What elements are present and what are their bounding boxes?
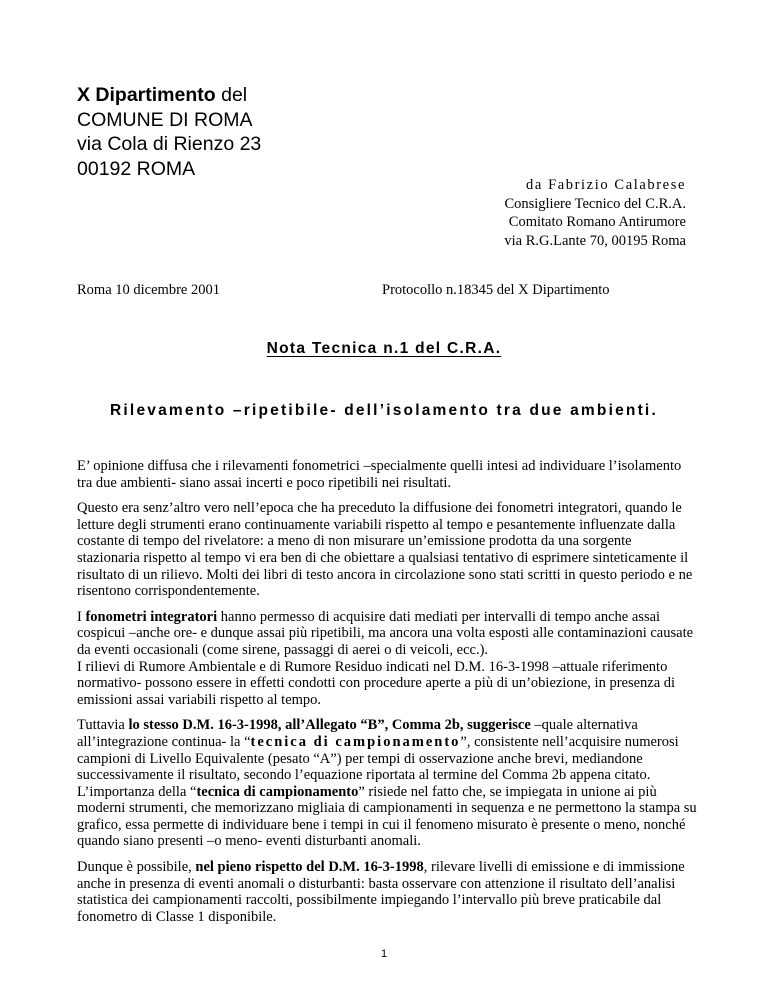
recipient-department xyxy=(77,83,261,108)
paragraph-4-text-c: ”, consistente nell’acquisire numerosi campioni di Livello Equivalente (pesato “A”) per tempi di osservazione anche brevi, mediandone successivamente il risultato, secondo l’equazione riportata al termine del Comma 2b appena citato. xyxy=(77,733,679,784)
paragraph-5-text-b: , rilevare livelli di emissione e di immissione anche in presenza di eventi anomali o disturbanti: basta osservare con attenzione il risultato dell’analisi statistica dei campionamenti raccolti, possibilmente impiegando l’intervallo più breve praticabile dal fonometro di Classe 1 disponibile. xyxy=(77,859,685,925)
paragraph-2: Questo era senz’altro vero nell’epoca che ha preceduto la diffusione dei fonometri integratori, quando le letture degli strumenti erano continuamente variabili rispetto al tempo e pesantemente influenzate dalla costante di tempo del rivelatore: a meno di non misurare un’emissione prodotta da una sorgente stazionaria rispetto al tempo vi era ben di che obiettare a qualsiasi tentativo di esprimere sinteticamente il risultato di un rilievo. Molti dei libri di testo ancora in circolazione sono stati scritti in questo periodo e ne risentono corrispondentemente. xyxy=(77,500,693,600)
recipient-department-bold: X Dipartimento xyxy=(77,84,216,106)
sender-role: Consigliere Tecnico del C.R.A. xyxy=(504,195,686,212)
paragraph-4-bold-2: tecnica di campionamento xyxy=(196,783,359,800)
recipient-line-3: via Cola di Rienzo 23 xyxy=(77,133,262,155)
sender-address: via R.G.Lante 70, 00195 Roma xyxy=(504,232,686,249)
paragraph-5-text-a: Dunque è possibile, xyxy=(77,859,196,876)
protocol-number: Protocollo n.18345 del X Dipartimento xyxy=(382,282,610,298)
sender-organization: Comitato Romano Antirumore xyxy=(508,214,686,230)
document-body xyxy=(77,458,697,934)
paragraph-4-text-e: ” risiede nel fatto che, se impiegata in unione ai più moderni strumenti, che memorizzano migliaia di campionamenti in sequenza e ne permettono la stampa su grafico, essa permette di individuare bene i tempi in cui il fenomeno misurato è presente o meno, nonché quando siano presenti –o meno- eventi disturbanti anomali. xyxy=(77,783,697,850)
recipient-address xyxy=(77,83,261,181)
paragraph-3-text-b: hanno permesso di acquisire dati mediati per intervalli di tempo anche assai cospicui –anche ore- e dunque assai più ripetibili, ma ancora una volta esposti alle contaminazioni causate da eventi occasionali (come sirene, passaggi di aerei o di veicoli, ecc.). xyxy=(77,608,694,658)
document-date: Roma 10 dicembre 2001 xyxy=(77,282,220,298)
paragraph-4-bold-1: lo stesso D.M. 16-3-1998, all’Allegato “B”, Comma 2b, suggerisce xyxy=(128,717,531,734)
paragraph-5 xyxy=(77,859,697,925)
paragraph-1: E’ opinione diffusa che i rilevamenti fonometrici –specialmente quelli intesi ad individuare l’isolamento tra due ambienti- siano assai incerti e poco ripetibili nei risultati. xyxy=(77,458,682,491)
paragraph-3-text-c: I rilievi di Rumore Ambientale e di Rumore Residuo indicati nel D.M. 16-3-1998 –attuale riferimento normativo- possono essere in effetti condotti con procedure aperte a più di un’obiezione, in presenza di emissioni assai variabili rispetto al tempo. xyxy=(77,658,676,708)
sender-name: da Fabrizio Calabrese xyxy=(525,177,686,193)
page-number: 1 xyxy=(380,948,388,960)
recipient-line-2: COMUNE DI ROMA xyxy=(77,108,253,131)
recipient-line-4: 00192 ROMA xyxy=(77,157,196,180)
sender-block xyxy=(504,176,686,250)
paragraph-4 xyxy=(77,717,697,850)
main-title: Rilevamento –ripetibile- dell’isolamento tra due ambienti. xyxy=(110,402,658,419)
paragraph-4-text-a: Tuttavia xyxy=(77,717,129,734)
paragraph-4-spaced: tecnica di campionamento xyxy=(250,733,461,750)
note-title: Nota Tecnica n.1 del C.R.A. xyxy=(266,340,502,357)
recipient-department-rest: del xyxy=(215,84,248,106)
paragraph-3 xyxy=(77,609,697,709)
paragraph-5-bold: nel pieno rispetto del D.M. 16-3-1998 xyxy=(195,859,424,876)
paragraph-4-text-d: L’importanza della “ xyxy=(77,783,197,800)
paragraph-3-bold: fonometri integratori xyxy=(85,608,218,625)
paragraph-3-text-a: I xyxy=(77,608,86,625)
paragraph-4-text-b: –quale alternativa all’integrazione continua- la “ xyxy=(77,717,638,750)
